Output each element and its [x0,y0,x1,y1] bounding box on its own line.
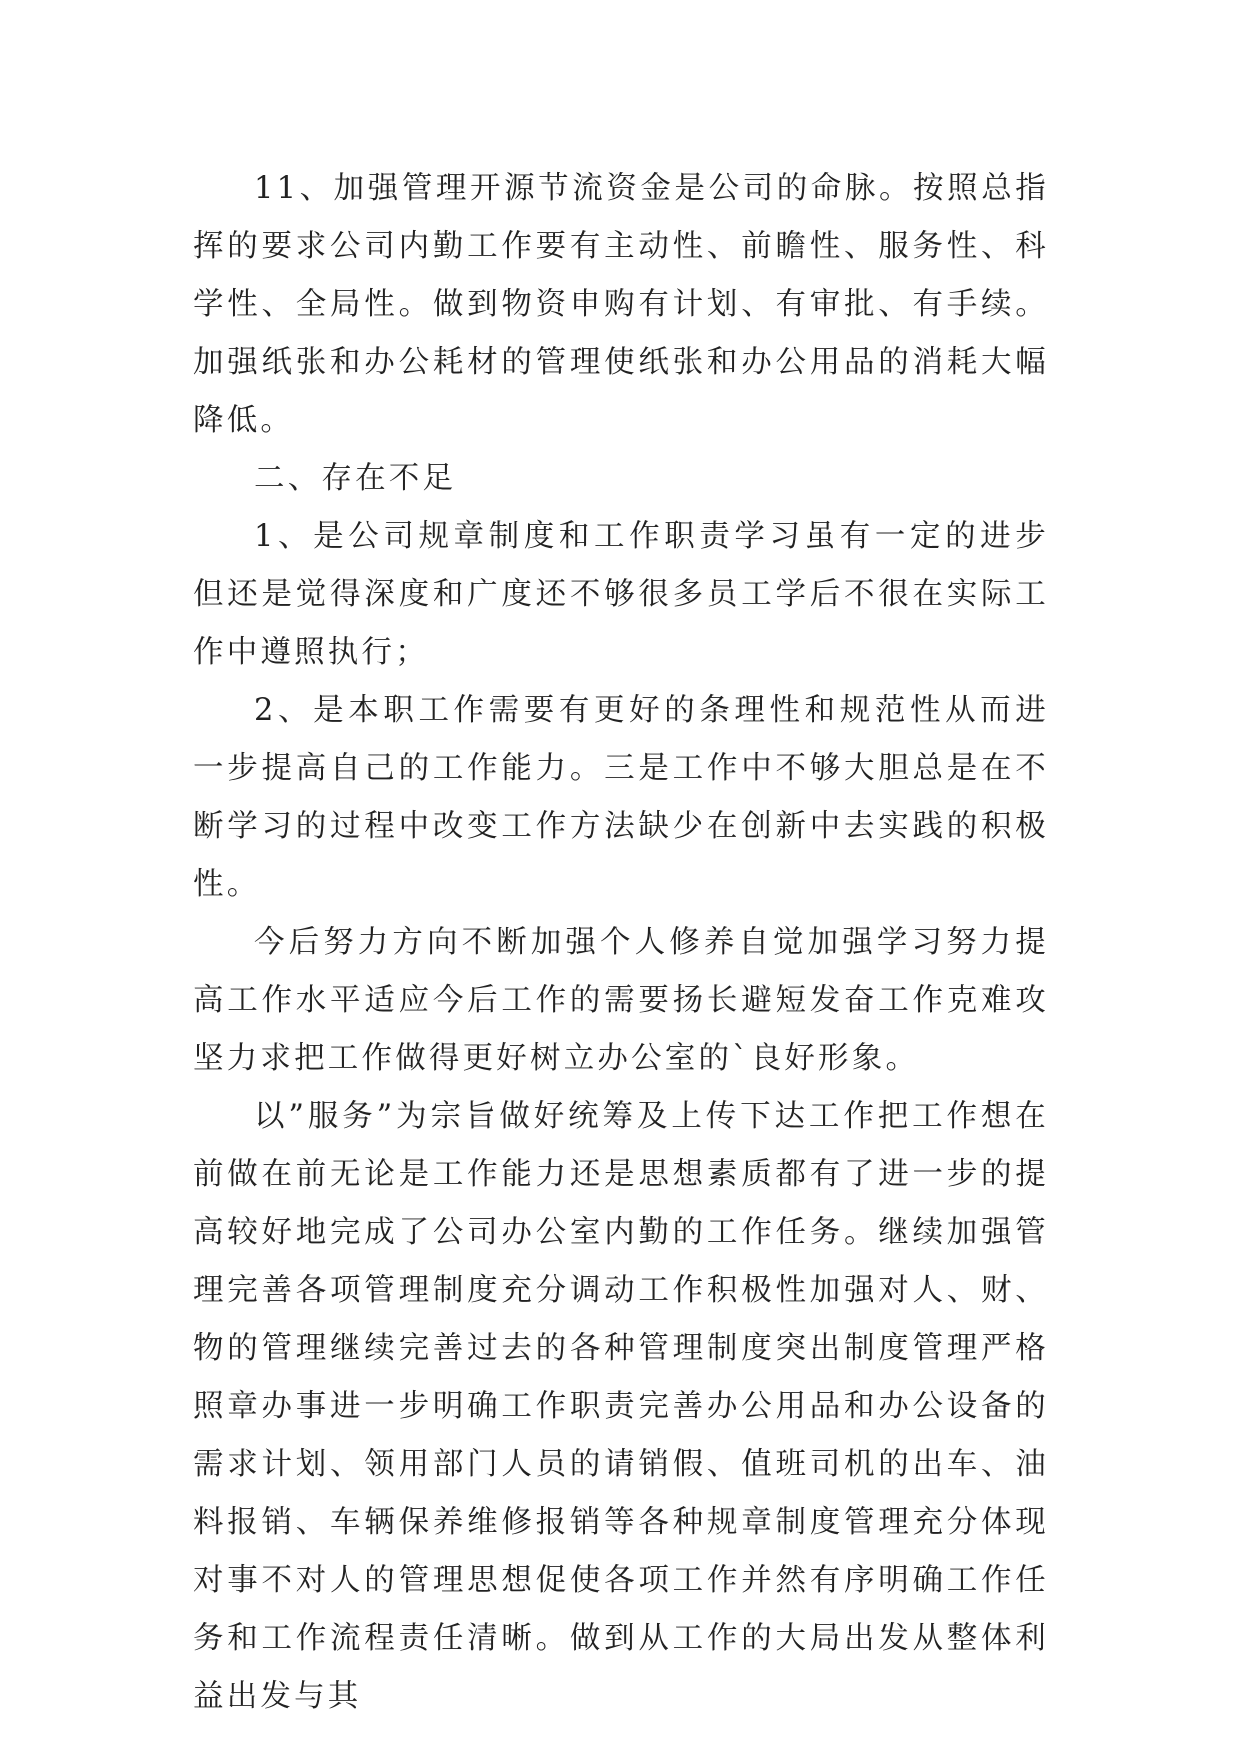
paragraph-future-direction: 今后努力方向不断加强个人修养自觉加强学习努力提高工作水平适应今后工作的需要扬长避短发奋工作克难攻坚力求把工作做得更好树立办公室的`良好形象。 [193,925,1049,1076]
paragraph-item-11: 11、加强管理开源节流资金是公司的命脉。按照总指挥的要求公司内勤工作要有主动性、前瞻性、服务性、科学性、全局性。做到物资申购有计划、有审批、有手续。加强纸张和办公耗材的管理使纸张和办公用品的消耗大幅降低。 [193,171,1049,438]
paragraph-shortcoming-1: 1、是公司规章制度和工作职责学习虽有一定的进步但还是觉得深度和广度还不够很多员工学后不很在实际工作中遵照执行； [193,519,1049,670]
section-heading-shortcomings: 二、存在不足 [254,461,457,496]
paragraph-service-summary: 以”服务”为宗旨做好统筹及上传下达工作把工作想在前做在前无论是工作能力还是思想素质都有了进一步的提高较好地完成了公司办公室内勤的工作任务。继续加强管理完善各项管理制度充分调动工作积极性加强对人、财、物的管理继续完善过去的各种管理制度突出制度管理严格照章办事进一步明确工作职责完善办公用品和办公设备的需求计划、领用部门人员的请销假、值班司机的出车、油料报销、车辆保养维修报销等各种规章制度管理充分体现对事不对人的管理思想促使各项工作并然有序明确工作任务和工作流程责任清晰。做到从工作的大局出发从整体利益出发与其 [193,1099,1049,1714]
document-page [193,160,1049,1726]
paragraph-shortcoming-2: 2、是本职工作需要有更好的条理性和规范性从而进一步提高自己的工作能力。三是工作中不够大胆总是在不断学习的过程中改变工作方法缺少在创新中去实践的积极性。 [193,693,1049,902]
